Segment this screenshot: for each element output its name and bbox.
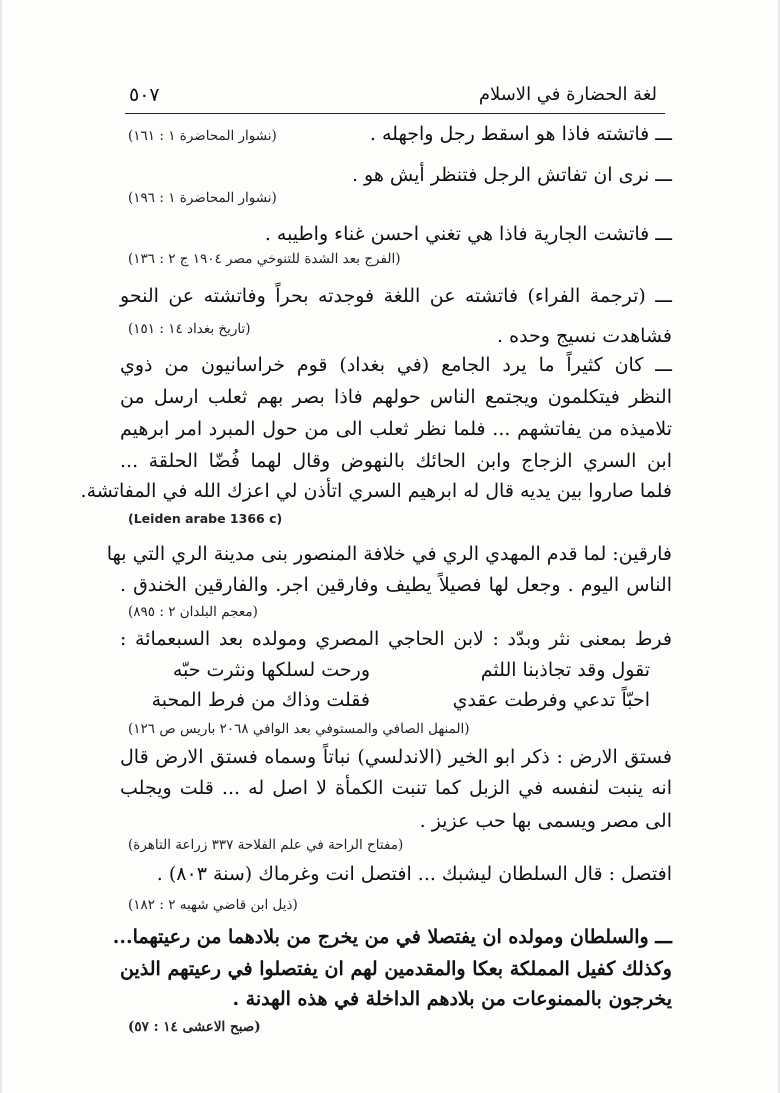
citation: (معجم البلدان ٢ : ٨٩٥) bbox=[128, 604, 258, 620]
page-number: ٥٠٧ bbox=[129, 84, 160, 106]
citation: (تاريخ بغداد ١٤ : ١٥١) bbox=[128, 321, 251, 337]
citation: (المنهل الصافي والمستوفي بعد الوافي ٢٠٦٨ باريس ص ١٢٦) bbox=[128, 721, 470, 737]
text-line: تلاميذه من يفاتشهم ... فلما نظر ثعلب الى من حول المبرد امر ابرهيم bbox=[120, 418, 672, 440]
running-title: لغة الحضارة في الاسلام bbox=[478, 84, 657, 105]
verse-hemistich: ورحت لسلكها ونثرت حبّه bbox=[172, 659, 370, 681]
page-header bbox=[125, 84, 665, 114]
text-line: افتصل : قال السلطان ليشبك ... افتصل انت وغرماك (سنة ٨٠٣) . bbox=[156, 863, 672, 885]
text-line: الناس اليوم . وجعل لها فصيلاً يطيف وفارقين اجر. والفارقين الخندق . bbox=[120, 574, 672, 596]
text-line: ـــ والسلطان ومولده ان يفتصلا في من يخرج من بلادهما من رعيتهما... bbox=[112, 926, 672, 948]
text-line: انه ينبت لنفسه في الزبل كما تنبت الكمأة لا اصل له ... قلت ويجلب bbox=[120, 777, 672, 799]
citation: (نشوار المحاضرة ١ : ١٦١) bbox=[128, 128, 277, 144]
text-line: ـــ نرى ان تفاتش الرجل فتنظر أيش هو . bbox=[351, 164, 672, 186]
header-rule bbox=[125, 113, 665, 114]
text-line: فارقين: لما قدم المهدي الري في خلافة المنصور بنى مدينة الري التي بها bbox=[106, 543, 672, 565]
text-line: ابن السري الزجاج وابن الحائك بالنهوض وقال لهما فُضّا الحلقة ... bbox=[120, 450, 672, 472]
text-line: يخرجون بالممنوعات من بلادهم الداخلة في هذه الهدنة . bbox=[232, 988, 672, 1010]
citation: (ذيل ابن قاضي شهبه ٢ : ١٨٢) bbox=[128, 897, 298, 913]
citation: (مفتاح الراحة في علم الفلاحة ٣٣٧ زراعة التاهرة) bbox=[128, 837, 404, 853]
text-line: ـــ (ترجمة الفراء) فاتشته عن اللغة فوجدته بحراً وفاتشته عن النحو bbox=[120, 285, 672, 307]
citation: (نشوار المحاضرة ١ : ١٩٦) bbox=[128, 190, 277, 206]
text-line: فستق الارض : ذكر ابو الخير (الاندلسي) نباتاً وسماه فستق الارض قال bbox=[120, 746, 672, 768]
text-line: الى مصر ويسمى بها حب عزيز . bbox=[419, 810, 672, 832]
text-line: فرط بمعنى نثر وبدّد : لابن الحاجي المصري ومولده بعد السبعمائة : bbox=[120, 628, 672, 650]
verse-hemistich: تقول وقد تجاذبنا اللثم bbox=[480, 659, 650, 681]
text-line: فلما صاروا بين يديه قال له ابرهيم السري اتأذن لي اعزك الله في المفاتشة. bbox=[80, 480, 672, 502]
text-line: ـــ فاتشته فاذا هو اسقط رجل واجهله . bbox=[369, 123, 672, 145]
text-line: النظر فيتكلمون ويجتمع الناس حولهم فاذا بصر بهم ثعلب ارسل من bbox=[120, 386, 672, 408]
text-line: فشاهدت نسيج وحده . bbox=[497, 325, 672, 347]
verse-hemistich: فقلت وذاك من فرط المحبة bbox=[151, 689, 370, 711]
citation: (الفرج بعد الشدة للتنوخي مصر ١٩٠٤ ج ٢ : ١٣٦) bbox=[128, 251, 401, 267]
citation: (Leiden arabe 1366 c) bbox=[128, 511, 283, 526]
text-line: وكذلك كفيل المملكة بعكا والمقدمين لهم ان يفتصلوا في رعيتهم الذين bbox=[120, 958, 672, 980]
text-line: ـــ كان كثيراً ما يرد الجامع (في بغداد) قوم خراسانيون من ذوي bbox=[120, 354, 672, 376]
text-line: ـــ فاتشت الجارية فاذا هي تغني احسن غناء واطيبه . bbox=[264, 223, 672, 245]
verse-hemistich: احبّاً تدعي وفرطت عقدي bbox=[452, 689, 650, 711]
scan-left-edge bbox=[0, 0, 2, 1093]
citation: (صبح الاعشى ١٤ : ٥٧) bbox=[128, 1019, 261, 1035]
